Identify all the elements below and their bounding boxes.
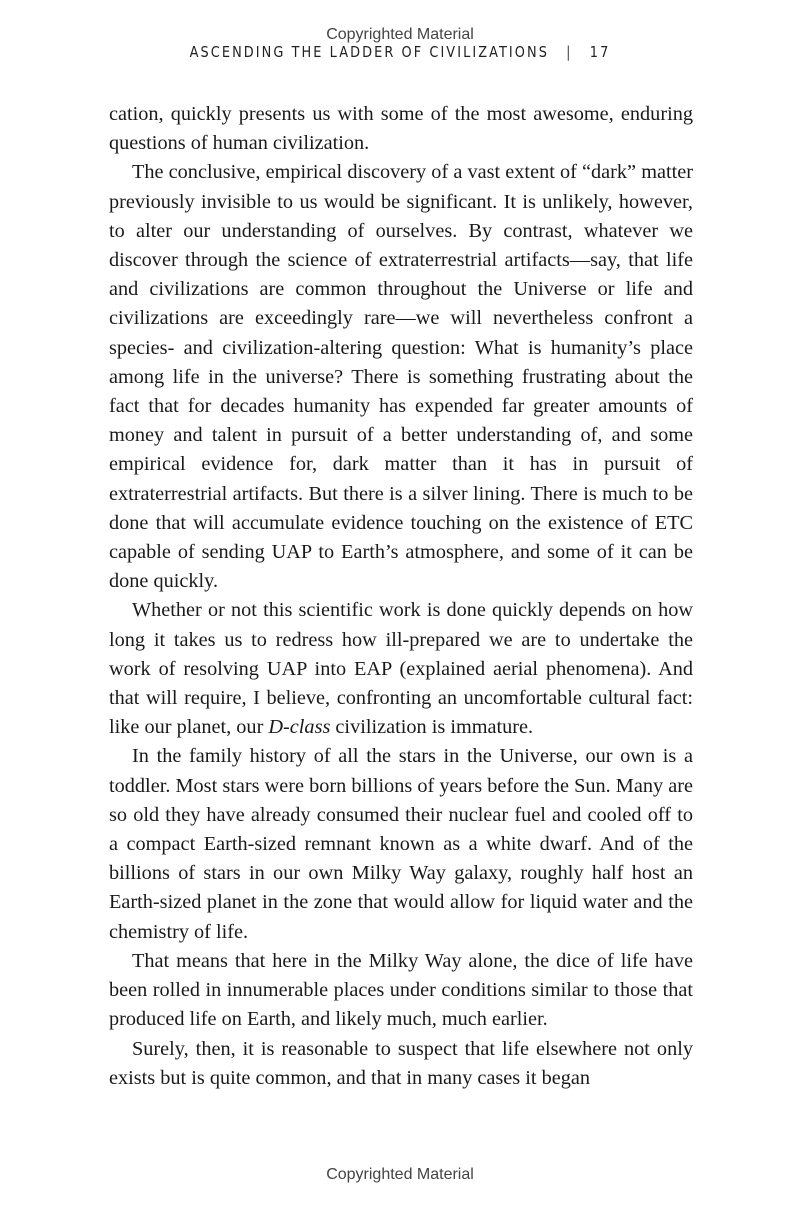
- chapter-title: ASCENDING THE LADDER OF CIVILIZATIONS: [189, 43, 549, 61]
- running-header: [56, 43, 744, 61]
- paragraph-5: That means that here in the Milky Way alone, the dice of life have been rolled in innumerable places under conditions similar to those that produced life on Earth, and likely much, much earlier.: [109, 949, 693, 1031]
- paragraph-4: In the family history of all the stars in the Universe, our own is a toddler. Most stars were born billions of years before the Sun. Many are so old they have already consumed their nuclear fuel and cooled off to a compact Earth-sized remnant known as a white dwarf. And of the billions of stars in our own Milky Way galaxy, roughly half host an Earth-sized planet in the zone that would allow for liquid water and the chemistry of life.: [109, 745, 693, 943]
- copyright-watermark-bottom: Copyrighted Material: [326, 1166, 474, 1183]
- page-body: [109, 100, 693, 1093]
- copyright-watermark-top: Copyrighted Material: [326, 26, 474, 43]
- paragraph-3: [109, 596, 693, 742]
- paragraph-3-italic-term: D-class: [268, 716, 331, 739]
- page-number: 17: [589, 43, 611, 61]
- paragraph-3-text-before: Whether or not this scientific work is done quickly depends on how long it takes us to redress how ill-prepared we are to undertake the work of resolving UAP into EAP (explained aerial phenomena). And that will require, I believe, confronting an uncomfortable cultural fact: like our planet, our: [109, 599, 693, 739]
- paragraph-1: cation, quickly presents us with some of the most awesome, enduring questions of human civilization.: [109, 103, 693, 155]
- paragraph-2: The conclusive, empirical discovery of a vast extent of “dark” matter previously invisible to us would be significant. It is unlikely, however, to alter our understanding of ourselves. By contrast, whatever we discover through the science of extraterrestrial artifacts—say, that life and civilizations are common throughout the Universe or life and civilizations are exceedingly rare—we will nevertheless confront a species- and civilization-altering question: What is humanity’s place among life in the universe? There is something frustrating about the fact that for decades humanity has expended far greater amounts of money and talent in pursuit of a better understanding of, and some empirical evidence for, dark matter than it has in pursuit of extraterrestrial artifacts. But there is a silver lining. There is much to be done that will accumulate evidence touching on the existence of ETC capable of sending UAP to Earth’s atmosphere, and some of it can be done quickly.: [109, 161, 693, 593]
- paragraph-6: Surely, then, it is reasonable to suspect that life elsewhere not only exists but is quite common, and that in many cases it began: [109, 1037, 693, 1089]
- paragraph-3-text-after: civilization is immature.: [330, 716, 534, 739]
- header-separator: |: [566, 43, 573, 61]
